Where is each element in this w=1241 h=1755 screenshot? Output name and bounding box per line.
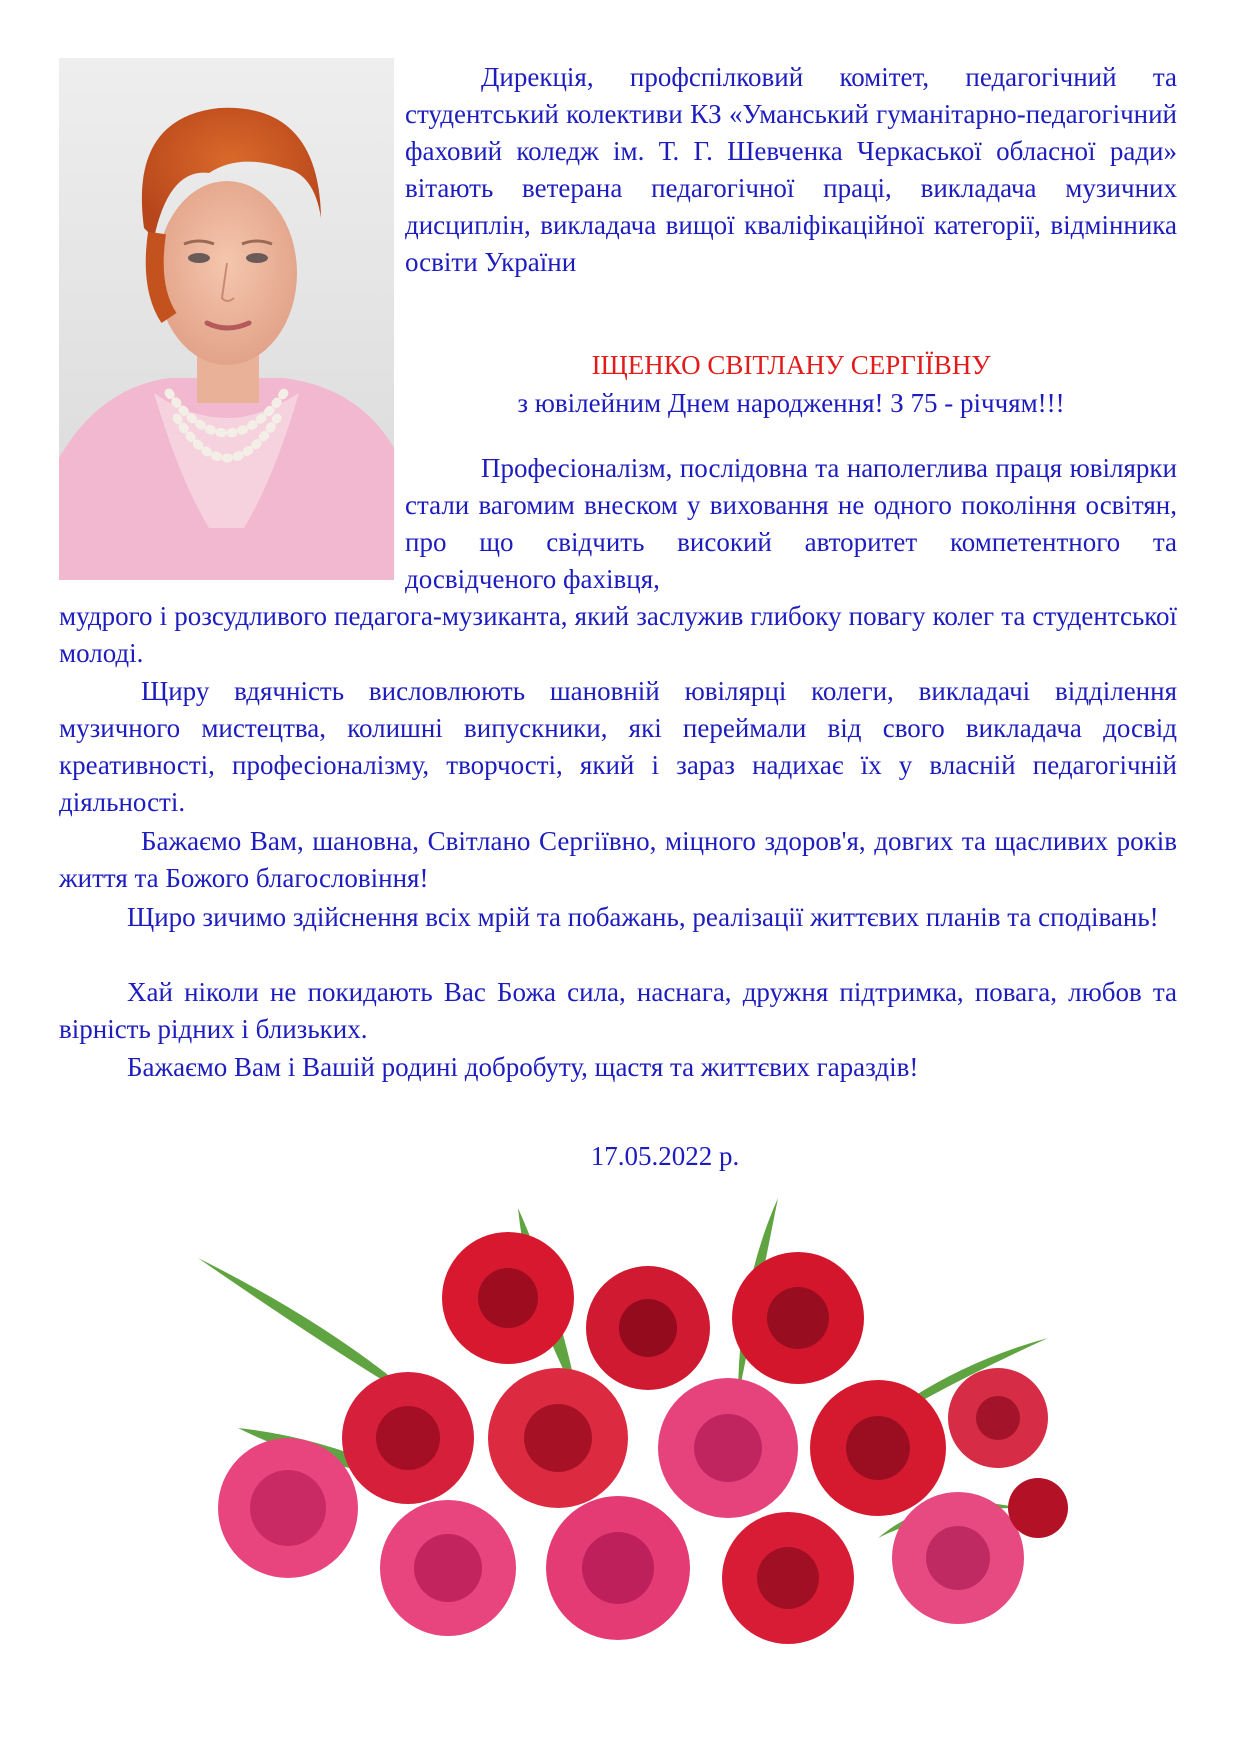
paragraph-1-bottom [59,598,1177,672]
paragraph-6: Бажаємо Вам і Вашій родині добробуту, щастя та життєвих гараздів! [127,1052,919,1082]
paragraph-5: Хай ніколи не покидають Вас Божа сила, наснага, дружня підтримка, повага, любов та вірність рідних і близьких. [59,977,1177,1044]
paragraph-1-top [405,450,1177,598]
intro-paragraph [405,59,1177,281]
greeting-date: 17.05.2022 р. [590,1141,740,1171]
intro-text: Дирекція, профспілковий комітет, педагогічний та студентський колективи КЗ «Уманський гуманітарно-педагогічний фаховий коледж ім. Т. Г. Шевченка Черкаської обласної ради» вітають ветерана педагогічної праці, викладача музичних дисциплін, викладача вищої кваліфікаційної категорії, відмінника освіти України [405,62,1177,277]
paragraph-3: Бажаємо Вам, шановна, Світлано Сергіївно, міцного здоров'я, довгих та щасливих років життя та Божого благословіння! [59,826,1177,893]
jubilee-line: з ювілейним Днем народження! З 75 - річчям!!! [517,388,1065,418]
honoree-name: ІЩЕНКО СВІТЛАНУ СЕРГІЇВНУ [591,350,991,380]
paragraph-1-bottom-text: мудрого і розсудливого педагога-музиканта, який заслужив глибоку повагу колег та студентської молоді. [59,601,1177,668]
rose-bouquet-image [178,1178,1083,1648]
honoree-portrait [59,58,394,580]
paragraph-1-top-text: Професіоналізм, послідовна та наполеглива праця ювілярки стали вагомим внеском у виховання не одного покоління освітян, про що свідчить високий авторитет компетентного та досвідченого фахівця, [405,453,1177,594]
paragraph-4: Щиро зичимо здійснення всіх мрій та побажань, реалізації життєвих планів та сподівань! [127,902,1159,932]
paragraph-2: Щиру вдячність висловлюють шановній ювілярці колеги, викладачі відділення музичного мистецтва, колишні випускники, які переймали від свого викладача досвід креативності, професіоналізму, творчості, який і зараз надихає їх у власній педагогічній діяльності. [59,676,1177,817]
